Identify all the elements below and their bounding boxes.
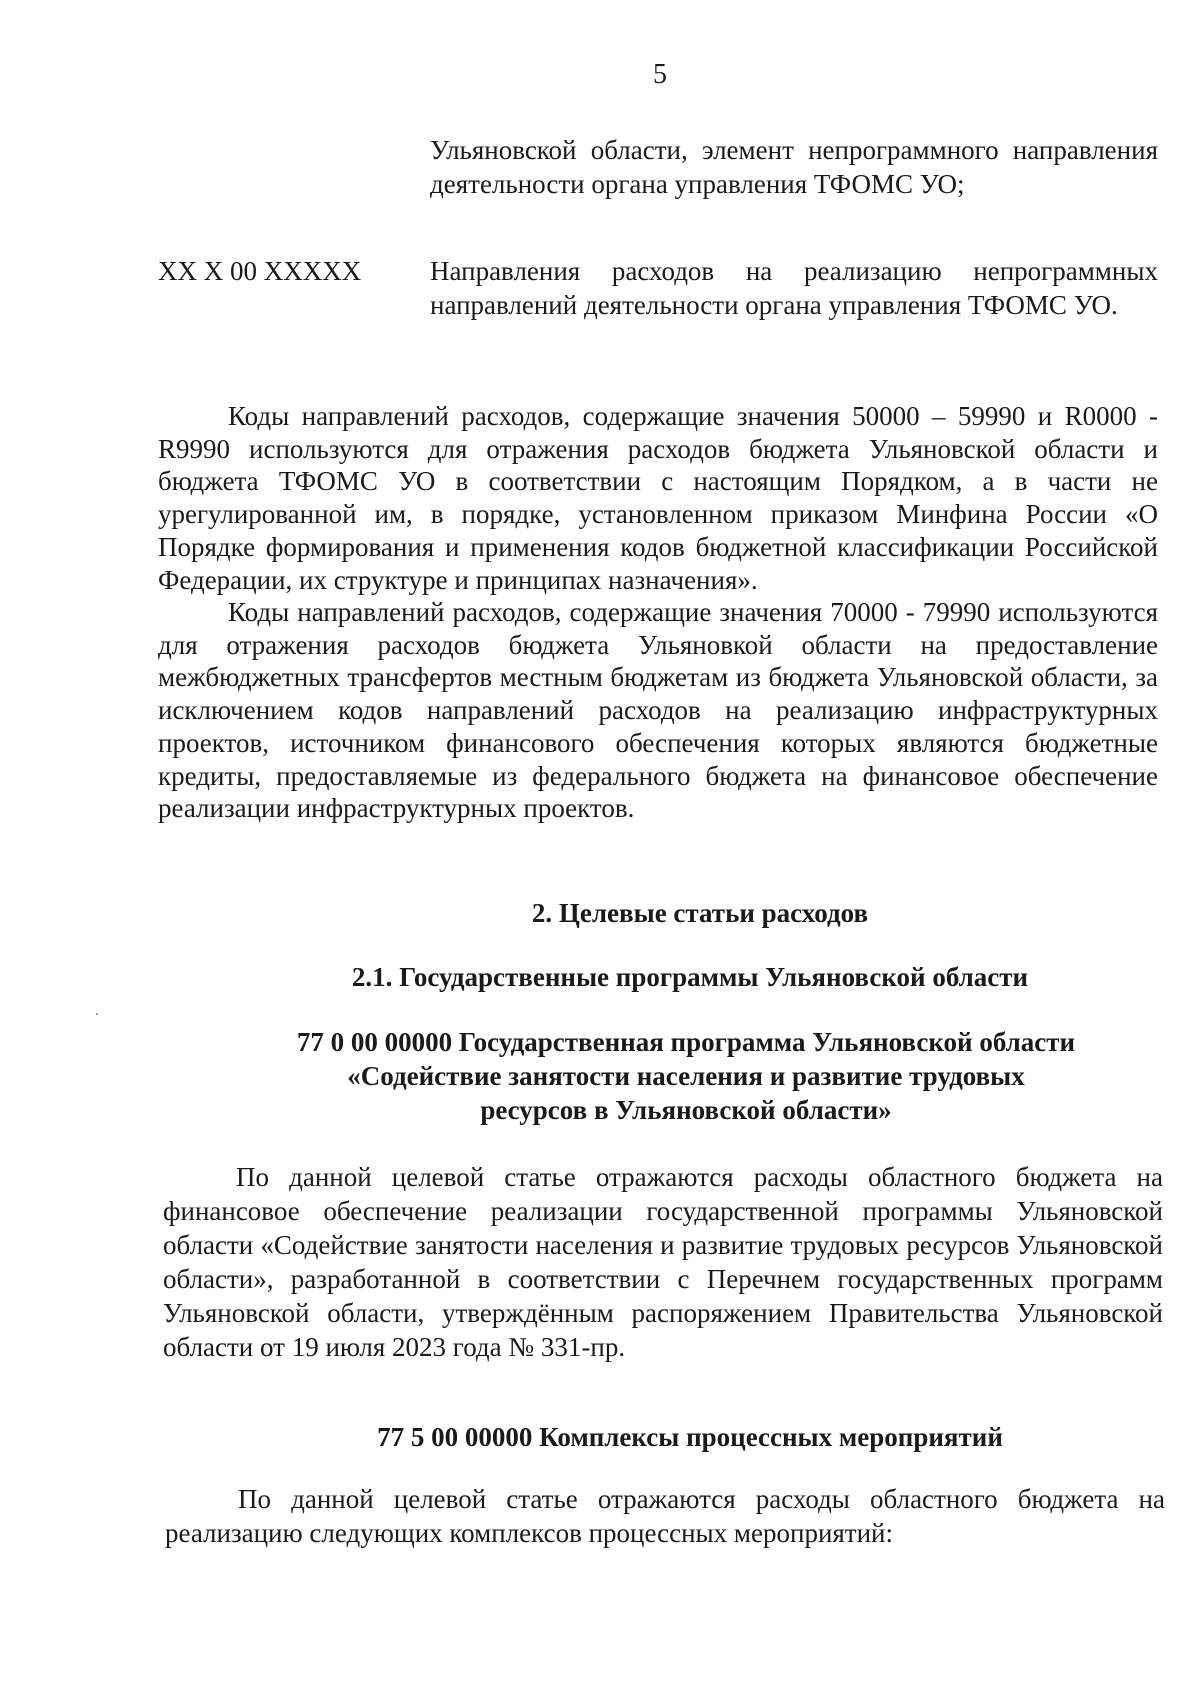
- program-heading-line: ресурсов в Ульяновской области»: [480, 1095, 892, 1125]
- program-heading-line: «Содействие занятости населения и развитие трудовых: [347, 1061, 1025, 1091]
- definition-text: Ульяновской области, элемент непрограммного направления деятельности органа управления ТФОМС УО;: [430, 135, 1158, 199]
- paragraph-complex-expenses: По данной целевой статье отражаются расходы областного бюджета на реализацию следующих комплексов процессных мероприятий:: [165, 1484, 1165, 1548]
- definition-text: Направления расходов на реализацию непрограммных направлений деятельности органа управления ТФОМС УО.: [430, 256, 1158, 320]
- scan-speck: [96, 1013, 98, 1015]
- paragraph-codes-50000: Коды направлений расходов, содержащие значения 50000 – 59990 и R0000 - R9990 используются для отражения расходов бюджета Ульяновской области и бюджета ТФОМС УО в соответствии с настоящим Порядком, а в части не урегулированной им, в порядке, установленном приказом Минфина России «О Порядке формирования и применения кодов бюджетной классификации Российской Федерации, их структуре и принципах назначения».: [158, 401, 1158, 595]
- subsection-heading: 2.1. Государственные программы Ульяновской области: [351, 962, 1029, 992]
- section-heading: 2. Целевые статьи расходов: [531, 898, 869, 928]
- program-heading-line: 77 0 00 00000 Государственная программа Ульяновской области: [296, 1027, 1076, 1057]
- paragraph-program-expenses: По данной целевой статье отражаются расходы областного бюджета на финансовое обеспечение реализации государственной программы Ульяновской области «Содействие занятости населения и развитие трудовых ресурсов Ульяновской области», разработанной в соответствии с Перечнем государственных программ Ульяновской области, утверждённым распоряжением Правительства Ульяновской области от 19 июля 2023 года № 331-пр.: [163, 1162, 1163, 1362]
- definition-code: XX X 00 XXXXX: [158, 256, 362, 286]
- page-number: 5: [653, 59, 667, 90]
- program-heading: [186, 1025, 1186, 1127]
- complex-heading: 77 5 00 00000 Комплексы процессных мероприятий: [377, 1422, 1003, 1452]
- paragraph-codes-70000: Коды направлений расходов, содержащие значения 70000 - 79990 используются для отражения расходов бюджета Ульяновкой области на предоставление межбюджетных трансфертов местным бюджетам из бюджета Ульяновской области, за исключением кодов направлений расходов на реализацию инфраструктурных проектов, источником финансового обеспечения которых являются бюджетные кредиты, предоставляемые из федерального бюджета на финансовое обеспечение реализации инфраструктурных проектов.: [158, 597, 1158, 824]
